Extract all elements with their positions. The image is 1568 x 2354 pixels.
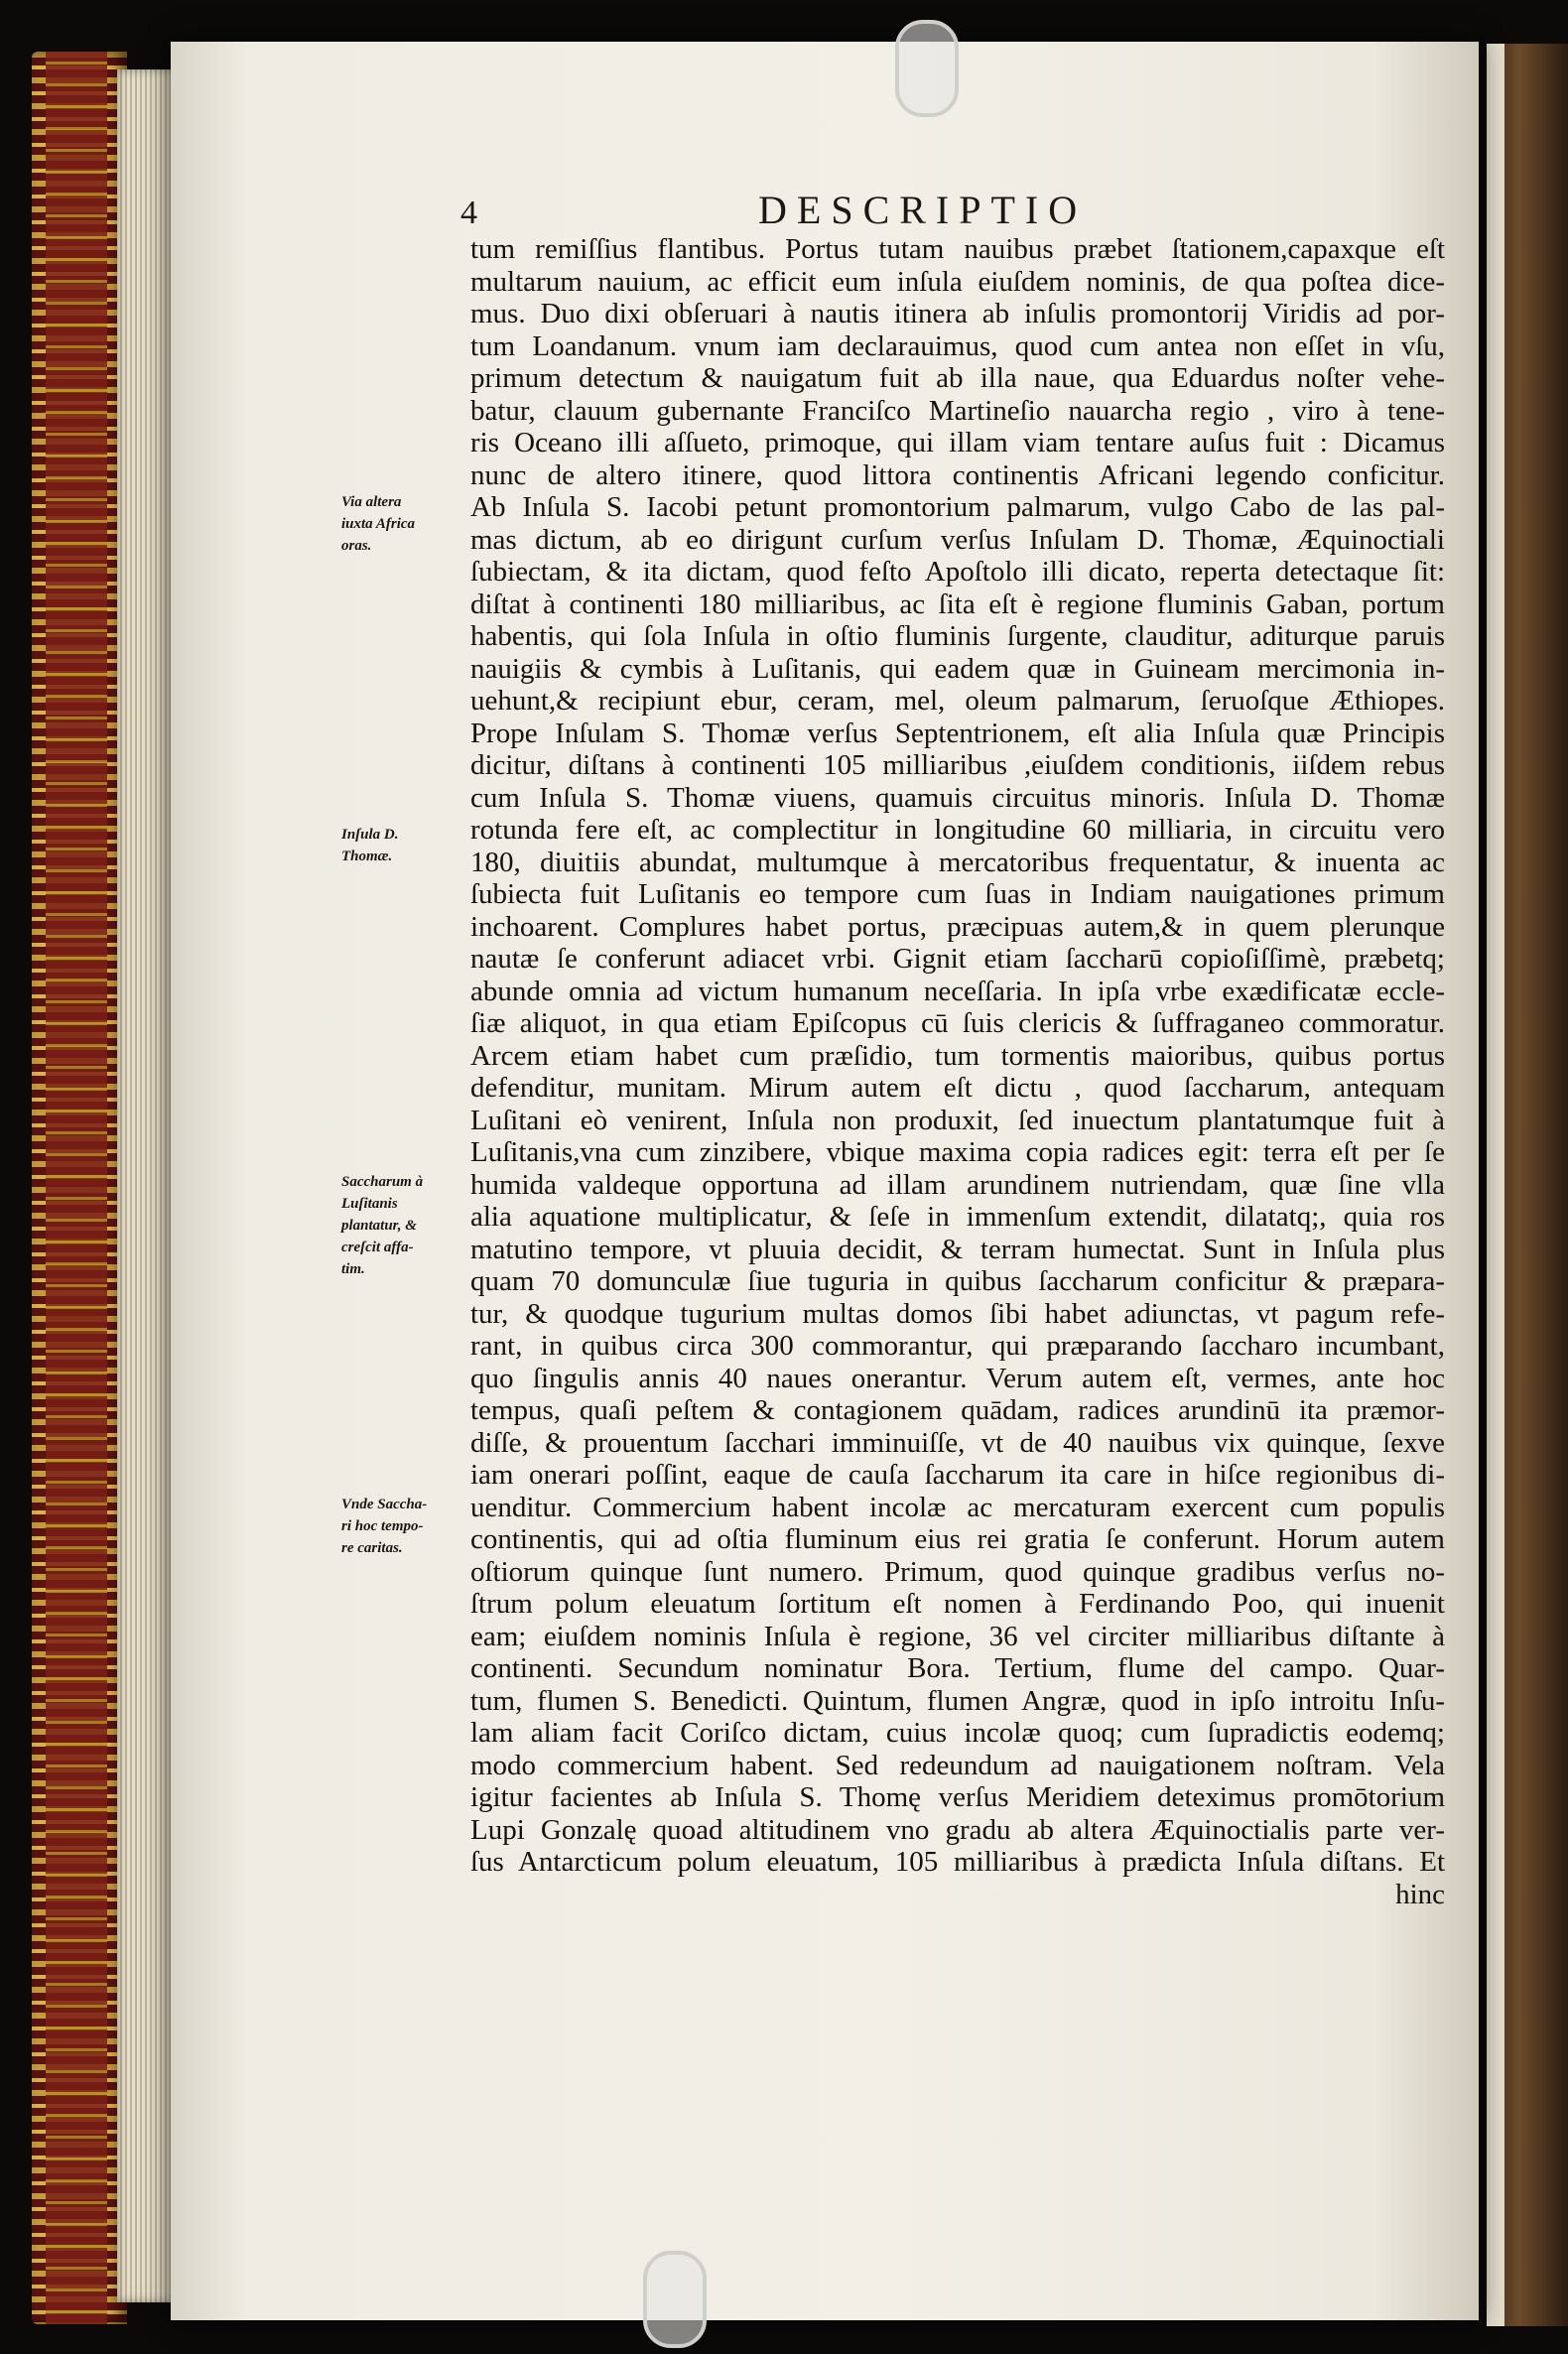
text-line: Prope Inſulam S. Thomæ verſus Septentrionem, eſt alia Inſula quæ Principis — [470, 717, 1445, 749]
text-line: ris Oceano illi aſſueto, primoque, qui illam viam tentare auſus fuit : Dicamus — [470, 427, 1445, 458]
margin-note-line: Luſitanis — [341, 1196, 398, 1212]
text-line: tempus, quaſi peſtem & contagionem quādam, radices arundinū ita præmor- — [470, 1394, 1445, 1426]
text-line: primum detectum & nauigatum fuit ab illa naue, qua Eduardus noſter vehe- — [470, 362, 1445, 394]
text-line: Ab Inſula S. Iacobi petunt promontorium palmarum, vulgo Cabo de las pal- — [470, 491, 1445, 523]
text-line: tum, flumen S. Benedicti. Quintum, flumen Angræ, quod in ipſo introitu Inſu- — [470, 1684, 1445, 1717]
text-line: habentis, qui ſola Inſula in oſtio fluminis ſurgente, clauditur, aditurque paruis — [470, 620, 1445, 652]
book-binding-right — [1487, 44, 1568, 2326]
text-line: batur, clauum gubernante Franciſco Martineſio nauarcha regio , viro à tene- — [470, 394, 1445, 427]
text-line: uehunt,& recipiunt ebur, ceram, mel, oleum palmarum, ſeruoſque Æthiopes. — [470, 685, 1445, 717]
text-line: igitur facientes ab Inſula S. Thomę verſus Meridiem deteximus promōtorium — [470, 1781, 1445, 1813]
page-clip-bottom — [643, 2251, 707, 2348]
margin-note-line: tim. — [341, 1261, 365, 1277]
margin-note-line: Inſula D. — [341, 827, 399, 843]
page-number: 4 — [460, 195, 477, 231]
margin-note — [341, 491, 470, 557]
text-line: eam; eiuſdem nominis Inſula è regione, 36 vel circiter milliaribus diſtante à — [470, 1620, 1445, 1652]
body-text — [470, 233, 1445, 1910]
text-line: rant, in quibus circa 300 commorantur, qui præparando ſaccharo incumbant, — [470, 1330, 1445, 1362]
text-line: hinc — [1395, 1878, 1445, 1910]
margin-note-line: iuxta Africa — [341, 516, 416, 532]
text-line: diſtat à continenti 180 milliaribus, ac ſita eſt è regione fluminis Gaban, portum — [470, 588, 1445, 620]
margin-note-line: plantatur, & — [341, 1218, 417, 1234]
margin-note-line: Vnde Saccha- — [341, 1497, 428, 1512]
text-line: lam aliam facit Coriſco dictam, cuius incolæ quoq; cum ſupradictis eodemq; — [470, 1717, 1445, 1749]
margin-note — [341, 1171, 470, 1280]
text-line: Luſitani eò venirent, Inſula non produxit, ſed inuectum plantatumque fuit à — [470, 1104, 1445, 1136]
text-line: alia aquatione multiplicatur, & ſeſe in immenſum extendit, dilatatq;, quia ros — [470, 1201, 1445, 1233]
page-header — [460, 187, 1354, 236]
page-clip-top — [895, 20, 959, 117]
text-line: tum remiſſius flantibus. Portus tutam nauibus præbet ſtationem,capaxque eſt — [470, 233, 1445, 265]
margin-note-line: creſcit affa- — [341, 1240, 414, 1255]
text-line: ſus Antarcticum polum eleuatum, 105 milliaribus à prædicta Inſula diſtans. Et — [470, 1846, 1445, 1878]
text-line: quam 70 domunculæ ſiue tuguria in quibus ſaccharum conficitur & præpara- — [470, 1265, 1445, 1297]
text-line: Arcem etiam habet cum præſidio, tum tormentis maioribus, quibus portus — [470, 1039, 1445, 1072]
text-line: Luſitanis,vna cum zinzibere, vbique maxima copia radices egit: terra eſt per ſe — [470, 1136, 1445, 1168]
text-line: dicitur, diſtans à continenti 105 milliaribus ,eiuſdem conditionis, iiſdem rebus — [470, 749, 1445, 781]
text-line: defenditur, munitam. Mirum autem eſt dictu , quod ſaccharum, antequam — [470, 1072, 1445, 1104]
text-line: continentis, qui ad oſtia fluminum eius rei gratia ſe conferunt. Horum autem — [470, 1523, 1445, 1555]
text-line: abunde omnia ad victum humanum neceſſaria. In ipſa vrbe exædificatæ eccle- — [470, 975, 1445, 1007]
margin-note — [341, 824, 470, 867]
book-binding-left — [32, 52, 127, 2324]
text-line: ſubiecta fuit Luſitanis eo tempore cum ſuas in Indiam nauigationes primum — [470, 878, 1445, 910]
text-line: iam onerari poſſint, eaque de cauſa ſaccharum ita care in hiſce regionibus di- — [470, 1459, 1445, 1491]
margin-note-line: Saccharum à — [341, 1174, 424, 1190]
margin-note-line: Thomæ. — [341, 849, 393, 864]
text-line: continenti. Secundum nominatur Bora. Tertium, flume del campo. Quar- — [470, 1652, 1445, 1684]
margin-note-line: Via altera — [341, 494, 402, 510]
text-line: matutino tempore, vt pluuia decidit, & terram humectat. Sunt in Inſula plus — [470, 1233, 1445, 1265]
text-line: mus. Duo dixi obſeruari à nautis itinera ab inſulis promontorij Viridis ad por- — [470, 298, 1445, 329]
text-line: nunc de altero itinere, quod littora continentis Africani legendo conficitur. — [470, 458, 1445, 491]
text-line: uenditur. Commercium habent incolæ ac mercaturam exercent cum populis — [470, 1491, 1445, 1523]
margin-note-line: oras. — [341, 538, 372, 554]
text-line: diſſe, & prouentum ſacchari imminuiſſe, vt de 40 nauibus vix quinque, ſexve — [470, 1426, 1445, 1459]
text-line: nauigiis & cymbis à Luſitanis, qui eadem quæ in Guineam mercimonia in- — [470, 652, 1445, 685]
margin-note — [341, 1494, 470, 1559]
text-line: ſiæ aliquot, in qua etiam Epiſcopus cū ſuis clericis & ſuffraganeo commoratur. — [470, 1007, 1445, 1039]
text-line: ſtrum polum eleuatum ſortitum eſt nomen à Ferdinando Poo, qui inuenit — [470, 1588, 1445, 1620]
margin-note-line: ri hoc tempo- — [341, 1518, 424, 1534]
text-line: tur, & quodque tugurium multas domos ſibi habet adiunctas, vt pagum refe- — [470, 1297, 1445, 1330]
text-line: 180, diuitiis abundat, multumque à mercatoribus frequentatur, & inuenta ac — [470, 846, 1445, 878]
margin-note-line: re caritas. — [341, 1540, 403, 1556]
running-title: DESCRIPTIO — [758, 188, 1088, 232]
text-line: mas dictum, ab eo dirigunt curſum verſus Inſulam D. Thomæ, Æquinoctiali — [470, 523, 1445, 556]
text-line: rotunda fere eſt, ac complectitur in longitudine 60 milliaria, in circuitu vero — [470, 814, 1445, 846]
text-line: quo ſingulis annis 40 naues onerantur. Verum autem eſt, vermes, ante hoc — [470, 1362, 1445, 1394]
text-line: cum Inſula S. Thomæ viuens, quamuis circuitus minoris. Inſula D. Thomæ — [470, 781, 1445, 814]
text-line: nautæ ſe conferunt adiacet vrbi. Gignit etiam ſaccharū copioſiſſimè, præbetq; — [470, 943, 1445, 975]
text-line: tum Loandanum. vnum iam declarauimus, quod cum antea non eſſet in vſu, — [470, 329, 1445, 362]
text-line: inchoarent. Complures habet portus, præcipuas autem,& in quem plerunque — [470, 910, 1445, 943]
text-line: ſubiectam, & ita dictam, quod feſto Apoſtolo illi dicato, reperta detectaque ſit: — [470, 556, 1445, 588]
text-line: oſtiorum quinque ſunt numero. Primum, quod quinque gradibus verſus no- — [470, 1555, 1445, 1588]
text-line: Lupi Gonzalę quoad altitudinem vno gradu ab altera Æquinoctialis parte ver- — [470, 1813, 1445, 1846]
text-line: multarum nauium, ac efficit eum inſula eiuſdem nominis, de qua poſtea dice- — [470, 265, 1445, 298]
text-line: humida valdeque opportuna ad illam arundinem nutriendam, quæ ſine vlla — [470, 1168, 1445, 1201]
text-line: modo commercium habent. Sed redeundum ad nauigationem noſtram. Vela — [470, 1749, 1445, 1781]
